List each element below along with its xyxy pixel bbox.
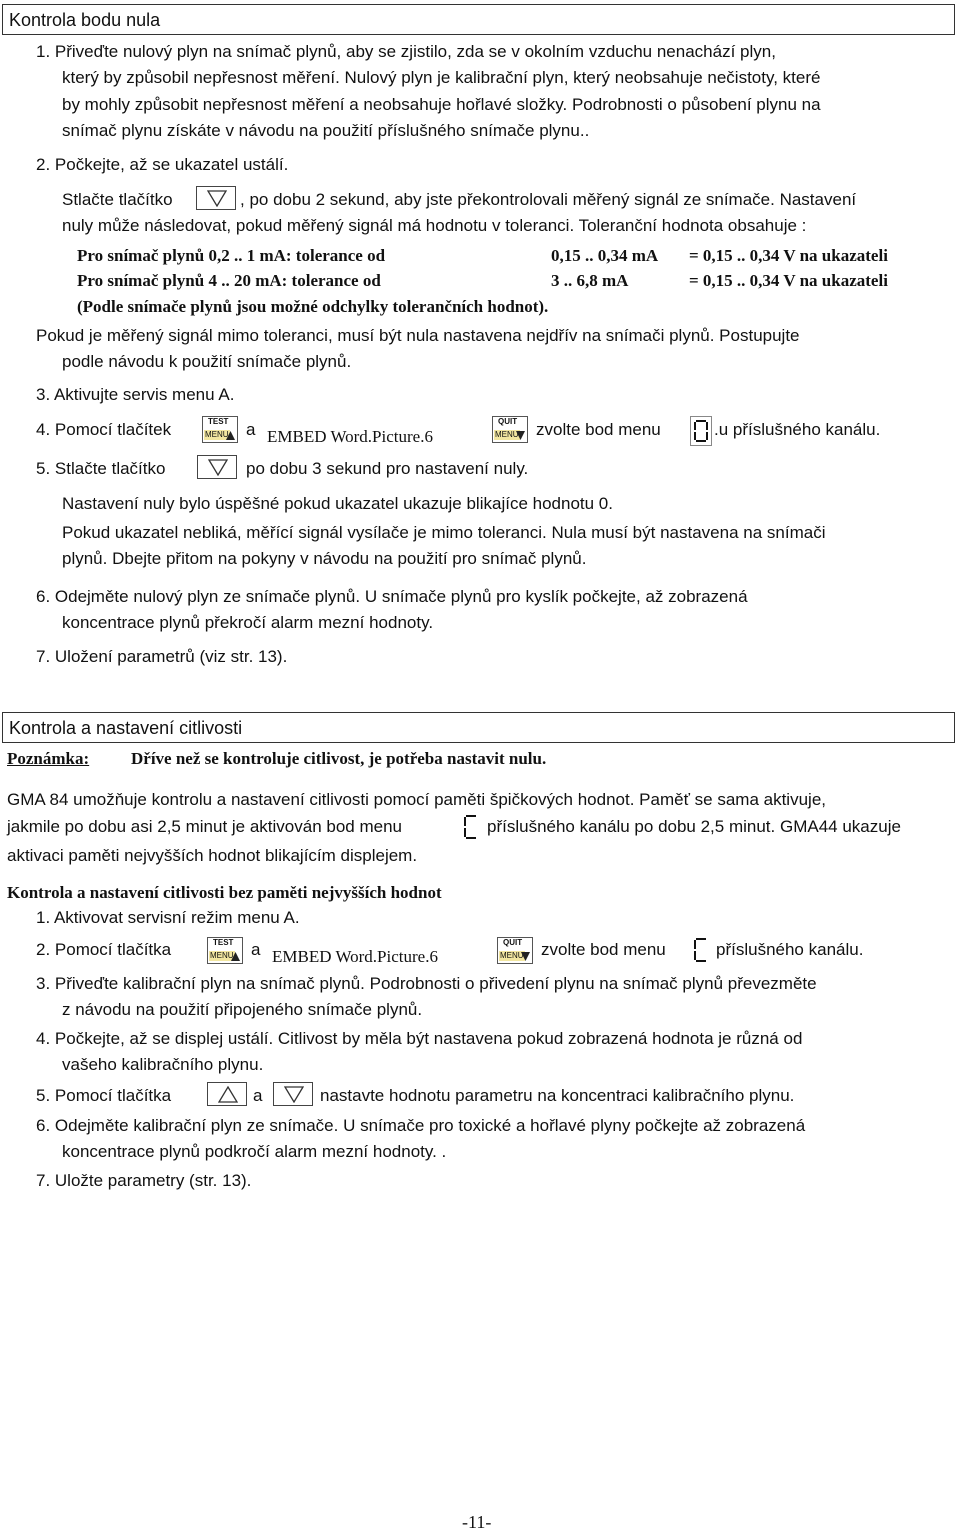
quit-key-label: QUIT (498, 417, 518, 426)
s3-line1: 3. Přiveďte kalibrační plyn na snímač plynů. Podrobnosti o přivedení plynu na snímač plynů převezměte (36, 974, 817, 993)
gma-line2-a: jakmile po dobu asi 2,5 minut je aktivován bod menu (7, 817, 403, 836)
step1-line4: snímač plynu získáte v návodu na použití příslušného snímače plynu.. (62, 121, 590, 140)
down-triangle-icon (284, 1086, 304, 1103)
s5-text-b: nastavte hodnotu parametru na koncentraci kalibračního plynu. (320, 1086, 795, 1105)
s7-text: 7. Uložte parametry (str. 13). (36, 1171, 252, 1190)
step6-line2: koncentrace plynů překročí alarm mezní hodnoty. (62, 613, 434, 632)
tol-row2-c: = 0,15 .. 0,34 V na ukazateli (689, 271, 888, 290)
up-button[interactable] (207, 1082, 247, 1106)
s2-embed: EMBED Word.Picture.6 (272, 947, 438, 966)
gma-line3: aktivaci paměti nejvyšších hodnot blikajícím displejem. (7, 846, 418, 865)
gma-line1: GMA 84 umožňuje kontrolu a nastavení citlivosti pomocí paměti špičkových hodnot. Paměť se sama aktivuje, (7, 790, 826, 809)
menu-key-label: MENU (210, 951, 234, 960)
tol-row1-a: Pro snímač plynů 0,2 .. 1 mA: tolerance od (77, 246, 386, 265)
menu-key-label: MENU (205, 430, 229, 439)
noblink-line1: Pokud ukazatel nebliká, měřící signál vysílače je mimo toleranci. Nula musí být nastavena na snímači (62, 523, 826, 542)
s1-text: 1. Aktivovat servisní režim menu A. (36, 908, 300, 927)
outside-line2: podle návodu k použití snímače plynů. (62, 352, 352, 371)
seven-segment-icon (690, 416, 712, 446)
down-triangle-icon (208, 459, 228, 476)
section-title-zero: Kontrola bodu nula (2, 4, 955, 35)
step1-line2: který by způsobil nepřesnost měření. Nulový plyn je kalibrační plyn, který neobsahuje nečistoty, které (62, 68, 821, 87)
step4-embed: EMBED Word.Picture.6 (267, 427, 433, 446)
s4-line1: 4. Počkejte, až se displej ustálí. Citlivost by měla být nastavena pokud zobrazená hodnota je různá od (36, 1029, 803, 1048)
s2-and: a (251, 940, 261, 959)
s2-text-a: 2. Pomocí tlačítka (36, 940, 172, 959)
step2-text: 2. Počkejte, až se ukazatel ustálí. (36, 155, 289, 174)
tol-note: (Podle snímače plynů jsou možné odchylky tolerančních hodnot). (77, 297, 549, 316)
s2-text-b: zvolte bod menu (541, 940, 666, 959)
down-button[interactable] (197, 455, 237, 479)
seven-segment-icon (460, 812, 482, 842)
down-arrow-icon (516, 431, 525, 440)
tol-row1-b: 0,15 .. 0,34 mA (551, 246, 659, 265)
menu-key-label: MENU (495, 430, 519, 439)
s5-text-a: 5. Pomocí tlačítka (36, 1086, 172, 1105)
outside-line1: Pokud je měřený signál mimo toleranci, musí být nula nastavena nejdřív na snímači plynů. Postupujte (36, 326, 800, 345)
menu-key-label: MENU (500, 951, 524, 960)
tol-row1-c: = 0,15 .. 0,34 V na ukazateli (689, 246, 888, 265)
quit-menu-down-button[interactable] (492, 416, 528, 443)
s6-line2: koncentrace plynů podkročí alarm mezní hodnoty. . (62, 1142, 447, 1161)
step5-text-b: po dobu 3 sekund pro nastavení nuly. (246, 459, 529, 478)
ok-line: Nastavení nuly bylo úspěšné pokud ukazatel ukazuje blikajíce hodnotu 0. (62, 494, 613, 513)
step5-text-a: 5. Stlačte tlačítko (36, 459, 166, 478)
page-number: -11- (462, 1512, 492, 1532)
up-triangle-icon (218, 1086, 238, 1103)
s6-line1: 6. Odejměte kalibrační plyn ze snímače. U snímače pro toxické a hořlavé plyny počkejte až zobrazená (36, 1116, 806, 1135)
s5-and: a (253, 1086, 263, 1105)
tol-row2-b: 3 .. 6,8 mA (551, 271, 629, 290)
noblink-line2: plynů. Dbejte přitom na pokyny v návodu na použití pro snímač plynů. (62, 549, 587, 568)
down-button[interactable] (196, 186, 236, 210)
down-triangle-icon (207, 190, 227, 207)
step7-text: 7. Uložení parametrů (viz str. 13). (36, 647, 288, 666)
section-title-sensitivity: Kontrola a nastavení citlivosti (2, 712, 955, 743)
step1-line1: 1. Přiveďte nulový plyn na snímač plynů, aby se zjistilo, zda se v okolním vzduchu nenachází plyn, (36, 42, 776, 61)
step6-line1: 6. Odejměte nulový plyn ze snímače plynů. U snímače plynů pro kyslík počkejte, až zobrazená (36, 587, 748, 606)
test-key-label: TEST (208, 417, 229, 426)
gma-line2-b: příslušného kanálu po dobu 2,5 minut. GMA44 ukazuje (487, 817, 901, 836)
press-text-a: Stlačte tlačítko (62, 190, 173, 209)
test-menu-up-button[interactable] (202, 416, 238, 443)
up-arrow-icon (231, 952, 240, 961)
s4-line2: vašeho kalibračního plynu. (62, 1055, 264, 1074)
step4-and: a (246, 420, 256, 439)
up-arrow-icon (226, 431, 235, 440)
sub-title: Kontrola a nastavení citlivosti bez paměti nejvyšších hodnot (7, 883, 442, 902)
press-text-b: , po dobu 2 sekund, aby jste překontrolovali měřený signál ze snímače. Nastavení (240, 190, 857, 209)
note-text: Dříve než se kontroluje citlivost, je potřeba nastavit nulu. (131, 749, 547, 768)
down-button[interactable] (273, 1082, 313, 1106)
step4-text-c: .u příslušného kanálu. (714, 420, 881, 439)
s2-text-c: příslušného kanálu. (716, 940, 864, 959)
down-arrow-icon (521, 952, 530, 961)
test-menu-up-button[interactable] (207, 937, 243, 964)
tol-row2-a: Pro snímač plynů 4 .. 20 mA: tolerance od (77, 271, 381, 290)
quit-key-label: QUIT (503, 938, 523, 947)
step1-line3: by mohly způsobit nepřesnost měření a neobsahuje hořlavé složky. Podrobnosti o působení plynu na (62, 95, 821, 114)
press-line2: nuly může následovat, pokud měřený signál má hodnotu v toleranci. Toleranční hodnota obsahuje : (62, 216, 807, 235)
step3-text: 3. Aktivujte servis menu A. (36, 385, 235, 404)
s3-line2: z návodu na použití připojeného snímače plynů. (62, 1000, 423, 1019)
step4-text-a: 4. Pomocí tlačítek (36, 420, 172, 439)
seven-segment-icon (690, 935, 712, 965)
step4-text-b: zvolte bod menu (536, 420, 661, 439)
note-label: Poznámka: (7, 749, 90, 768)
quit-menu-down-button[interactable] (497, 937, 533, 964)
test-key-label: TEST (213, 938, 234, 947)
